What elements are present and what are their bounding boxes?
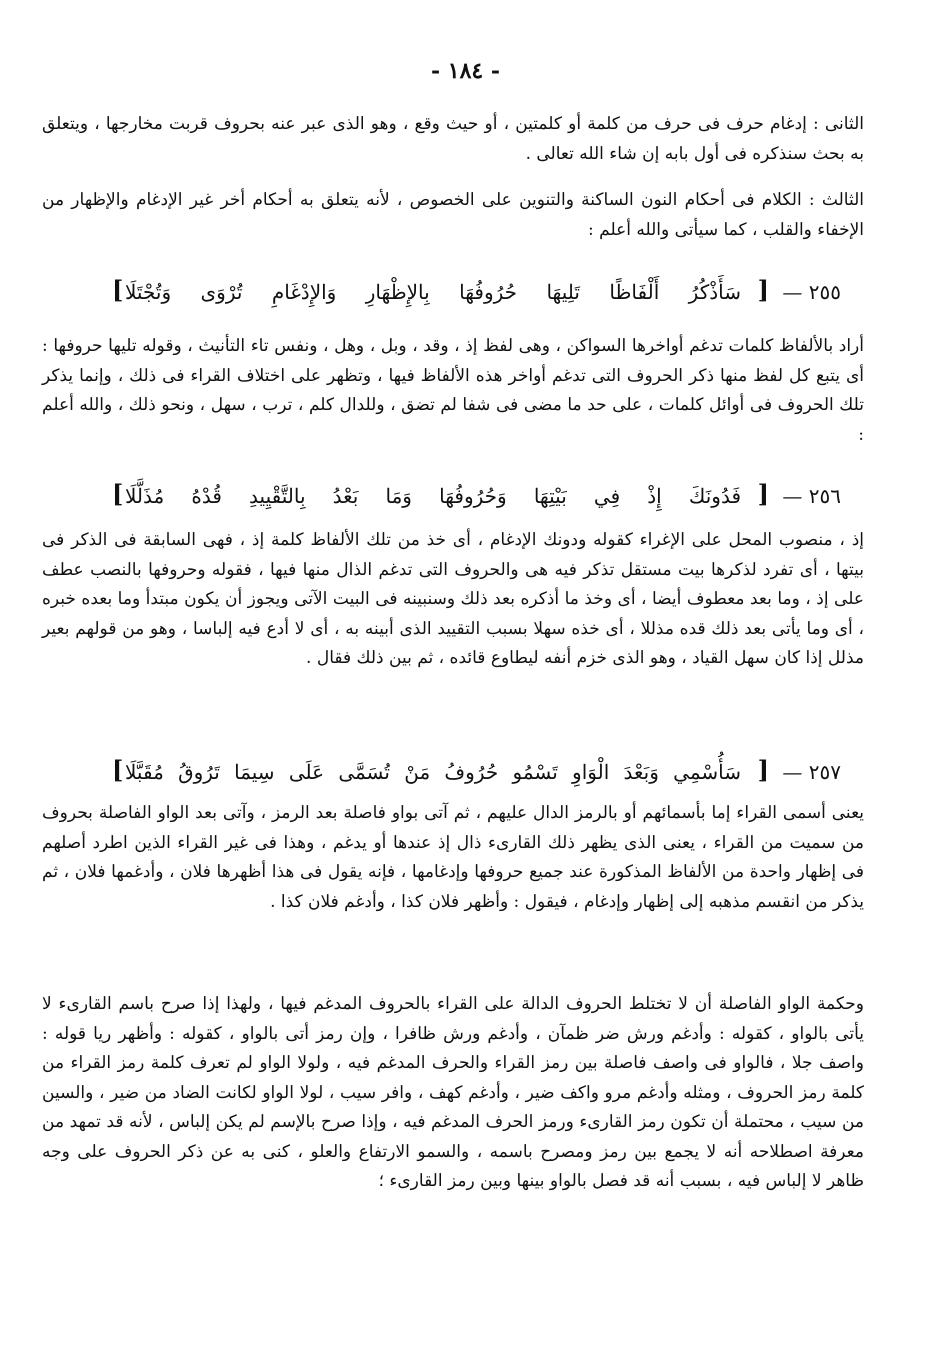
verse-bracket-open: [ [757, 275, 769, 304]
paragraph-commentary-257: يعنى أسمى القراء إما بأسمائهم أو بالرمز الدال عليهم ، ثم آتى بواو فاصلة بعد الرمز ، وآتى بعد الواو الفاصلة بحروف من سميت من القراء ، يعنى الذى يظهر ذلك القارىء ذال إذ عندها أو يدغم ، وهذا فى غير القراء الذين اطرد أصلهم فى إظهار واحدة من الألفاظ المذكورة عند جميع حروفها وإدغامها ، فإنه يقول فى هذا أظهرها فلان ، وأدغمها فلان ، ثم يذكر من انقسم مذهبه إلى إظهار وإدغام ، فيقول : وأظهر فلان كذا ، وأدغم فلان كذا . [42, 803, 864, 912]
verse-text: سَأُسْمِي وَبَعْدَ الْوَاوِ تَسْمُو حُرُوفُ مَنْ تُسَمَّى عَلَى سِيمَا تَرُوقُ مُقَبَّلَا [125, 760, 741, 784]
verse-bracket-close: ] [112, 755, 124, 784]
verse-number: ٢٥٦ — [782, 484, 841, 508]
paragraph-waw-wisdom: وحكمة الواو الفاصلة أن لا تختلط الحروف الدالة على القراء بالحروف المدغم فيها ، ولهذا إذا صرح باسم القارىء لا يأتى بالواو ، كقوله : وأدغم ورش ضر ظمآن ، وأدغم ورش ظافرا ، وإن رمز أتى بالواو ، كقوله : وأظهر ريا قوله : واصف جلا ، فالواو فى واصف فاصلة بين رمز القراء والحرف المدغم فيه ، ولولا الواو لم تعرف كلمة رمز القراء من كلمة رمز الحروف ، ومثله وأدغم مرو واكف ضير ، وأدغم كهف ، وافر سيب ، لولا الواو لكانت الضاد من ضير ، والسين من سيب ، محتملة أن تكون رمز القارىء ورمز الحرف المدغم فيه ، وإذا صرح بالإسم لم يكن إلباس ، لأنه قد تمهد من معرفة اصطلاحه أنه لا يجمع بين رمز ومصرح باسمه ، والسمو الارتفاع والعلو ، كنى به عن ذكر الحروف على وجه ظاهر لا إلباس فيه ، بسبب أنه قد فصل بالواو بينها وبين رمز القارىء ؛ [42, 994, 864, 1191]
page-number: - ١٨٤ - [430, 58, 501, 84]
verse-bracket-close: ] [112, 275, 124, 304]
verse-number: ٢٥٥ — [782, 280, 841, 304]
verse-text: فَدُونَكَ إِذْ فِي بَيْتِهَا وَحُرُوفُهَا وَمَا بَعْدُ بِالتَّقْيِيدِ قُدْهُ مُذَلَّلَا [125, 484, 741, 508]
verse-bracket-close: ] [112, 479, 124, 508]
verse-text: سَأَذْكُرُ أَلْفَاظًا تَلِيهَا حُرُوفُهَا بِالإِظْهَارِ وَالإِدْغَامِ تُرْوَى وَتُجْتَلَا [125, 280, 741, 304]
verse-bracket-open: [ [757, 479, 769, 508]
verse-number: ٢٥٧ — [782, 760, 841, 784]
paragraph-commentary-255: أراد بالألفاظ كلمات تدغم أواخرها السواكن ، وهى لفظ إذ ، وقد ، وبل ، وهل ، ونفس تاء التأنيث ، وقوله تليها حروفها : أى يتبع كل لفظ منها ذكر الحروف التى تدغم أواخر هذه الألفاظ فيها ، وتظهر على اختلاف القراء فى ذلك ، وإنما يذكر تلك الحروف فى أوائل كلمات ، على حد ما مضى فى شفا لم تضق ، وللدال كلم ، ترب ، سهل ، ونحو ذلك ، والله أعلم : [42, 336, 864, 445]
paragraph-commentary-256: إذ ، منصوب المحل على الإغراء كقوله ودونك الإدغام ، أى خذ من تلك الألفاظ كلمة إذ ، فهى السابقة فى الذكر فى بيتها ، أى تفرد لذكرها بيت مستقل تذكر فيه هى والحروف التى تدغم الذال منها فيها ، فقوله وحروفها بالنصب عطف على إذ ، وما بعد معطوف أيضا ، أى وخذ ما أذكره بعد ذلك وسنبينه فى البيت الآتى ويجوز أن يكون مبتدأ وما بعده خبره ، أى وما يأتى بعد ذلك قده مذللا ، أى خذه سهلا بسبب التقييد الذى أبينه به ، أى لا أدع فيه إلباسا ، وهو من قولهم بعير مذلل إذا كان سهل القياد ، وهو الذى خزم أنفه ليطاوع قائده ، ثم بين ذلك فقال . [42, 530, 864, 668]
paragraph-second: الثانى : إدغام حرف فى حرف من كلمة أو كلمتين ، أو حيث وقع ، وهو الذى عبر عنه بحروف قربت مخارجها ، ويتعلق به بحث سنذكره فى أول بابه إن شاء الله تعالى . [42, 114, 864, 164]
paragraph-third: الثالث : الكلام فى أحكام النون الساكنة والتنوين على الخصوص ، لأنه يتعلق به أحكام أخر غير الإدغام والإظهار من الإخفاء والقلب ، كما سيأتى والله أعلم : [42, 190, 864, 240]
verse-bracket-open: [ [757, 755, 769, 784]
